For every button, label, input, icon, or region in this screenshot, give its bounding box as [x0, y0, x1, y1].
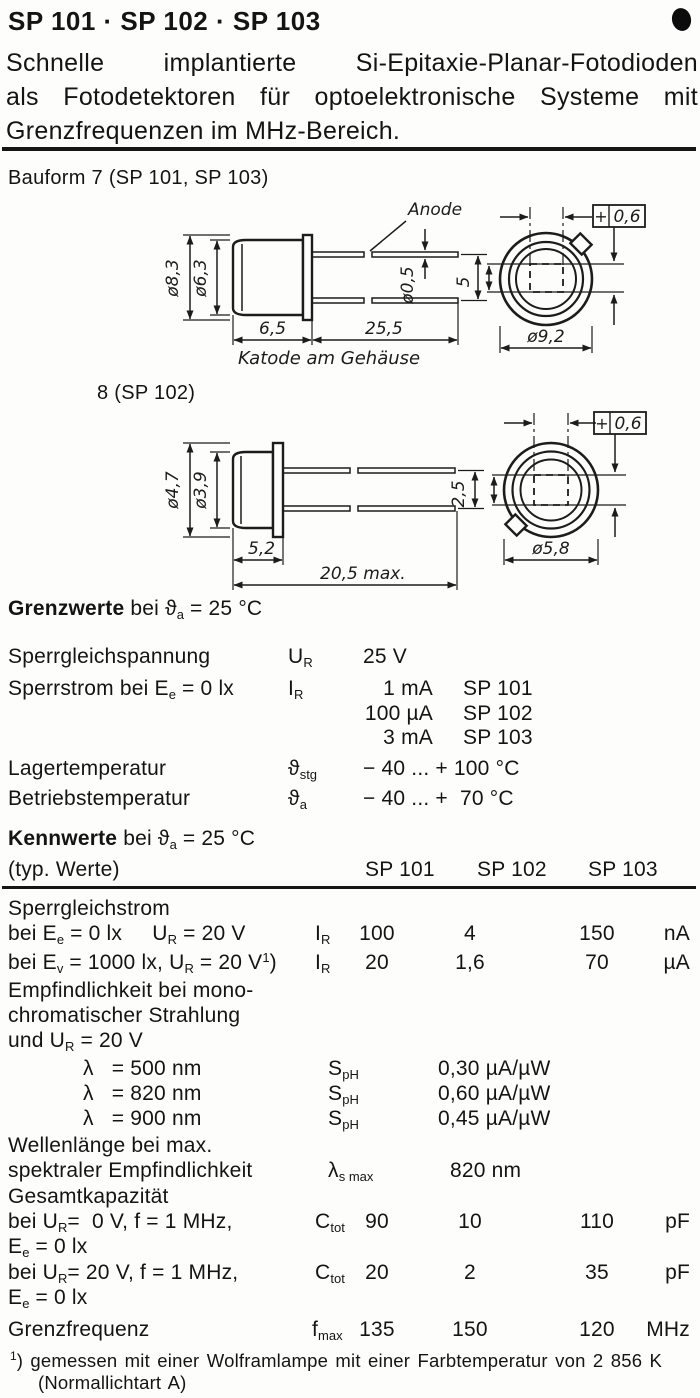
- footnote-line-1: $^1$) gemessen mit einer Wolframlampe mit einer Farbtemperatur von 2 856 K: [10, 1349, 663, 1371]
- column-header-sp102: SP 102: [477, 858, 547, 881]
- anode-label: Anode: [408, 200, 463, 220]
- row-cond-cap-0v: bei UR= 0 V, f = 1 MHz,: [8, 1210, 233, 1235]
- value-sp101: 20: [365, 951, 389, 974]
- value-sp101: 100: [359, 922, 395, 945]
- active-area: [534, 475, 568, 505]
- tolerance-sign: +: [594, 207, 608, 226]
- table-divider: [2, 886, 696, 889]
- limit-current-sp102: 100 µA: [364, 702, 433, 725]
- bauform8-heading: 8 (SP 102): [97, 382, 196, 404]
- footnote-line-2: (Normallichtart A): [38, 1372, 187, 1393]
- description-line-1: Schnelle implantierte Si-Epitaxie-Planar-Fotodioden: [6, 49, 698, 77]
- row-cond-cap-20v: bei UR= 20 V, f = 1 MHz,: [8, 1261, 239, 1286]
- limit-value-operating-temp: − 40 ... + 70 °C: [363, 787, 514, 810]
- symbol-ur: UR: [288, 645, 313, 670]
- header-divider: [2, 147, 696, 151]
- symbol-sph: SpH: [328, 1057, 359, 1082]
- value-sp102: 4: [464, 922, 476, 945]
- unit: pF: [665, 1210, 690, 1233]
- bauform7-heading: Bauform 7 (SP 101, SP 103): [8, 167, 269, 189]
- unit: MHz: [646, 1318, 690, 1341]
- index-tab: [570, 233, 591, 254]
- flange: [273, 443, 283, 537]
- typ-werte-label: (typ. Werte): [8, 858, 120, 881]
- row-cond-cap-0v-2: Ee = 0 lx: [8, 1235, 88, 1260]
- column-header-sp101: SP 101: [365, 858, 435, 881]
- symbol-ctot: Ctot: [315, 1261, 345, 1286]
- peak-wavelength-value: 820 nm: [450, 1159, 522, 1182]
- dim-lead-spacing: 2,5: [449, 480, 469, 508]
- sensitivity-820: 0,60 µA/µW: [438, 1082, 551, 1105]
- bauform7-drawing: [0, 193, 700, 378]
- row-title-sensitivity-1: Empfindlichkeit bei mono-: [8, 979, 254, 1002]
- symbol-sph: SpH: [328, 1082, 359, 1107]
- value-sp103: 35: [585, 1261, 609, 1284]
- value-sp102: 2: [464, 1261, 476, 1284]
- value-sp103: 110: [579, 1210, 615, 1233]
- row-title-peak-wavelength-1: Wellenlänge bei max.: [8, 1134, 213, 1157]
- cathode-lead: [312, 298, 364, 303]
- dim-outer-dia: ø8,3: [163, 259, 183, 297]
- value-sp101: 135: [359, 1318, 395, 1341]
- value-sp102: 150: [452, 1318, 488, 1341]
- symbol-fmax: fmax: [312, 1318, 343, 1343]
- diode-body-side: [233, 240, 303, 315]
- row-title-capacitance: Gesamtkapazität: [8, 1185, 169, 1208]
- limit-label-storage-temp: Lagertemperatur: [8, 757, 167, 780]
- wavelength-500: λ = 500 nm: [83, 1057, 202, 1080]
- limit-label-voltage: Sperrgleichspannung: [8, 645, 211, 668]
- tolerance-value: 0,6: [613, 207, 641, 227]
- sensitivity-900: 0,45 µA/µW: [438, 1107, 551, 1130]
- limit-label-current: Sperrstrom bei Ee = 0 lx: [8, 677, 235, 702]
- page-title: SP 101 · SP 102 · SP 103: [8, 6, 321, 36]
- device-sp102: SP 102: [463, 702, 533, 725]
- column-header-sp103: SP 103: [588, 858, 658, 881]
- unit: pF: [665, 1261, 690, 1284]
- symbol-sph: SpH: [328, 1107, 359, 1132]
- description-line-3: Grenzfrequenzen im MHz-Bereich.: [6, 117, 401, 145]
- dim-lead-length: 25,5: [365, 319, 403, 339]
- dim-total-length: 20,5 max.: [320, 564, 406, 584]
- characteristics-heading: Kennwerte bei ϑa = 25 °C: [8, 827, 256, 852]
- unit: µA: [663, 951, 690, 974]
- corner-dot: [670, 6, 693, 32]
- dim-body-length: 6,5: [259, 319, 287, 339]
- lead-top: [283, 468, 350, 473]
- dim-lead-dia: ø0,5: [398, 266, 418, 304]
- value-sp102: 10: [458, 1210, 482, 1233]
- wavelength-820: λ = 820 nm: [83, 1082, 202, 1105]
- limit-current-sp101: 1 mA: [383, 677, 433, 700]
- tolerance-value: 0,6: [614, 414, 642, 434]
- anode-lead: [312, 252, 364, 257]
- limit-label-operating-temp: Betriebstemperatur: [8, 787, 191, 810]
- dim-outer-dia: ø4,7: [163, 471, 183, 509]
- limit-value-storage-temp: − 40 ... + 100 °C: [363, 757, 520, 780]
- tolerance-sign: +: [595, 414, 609, 433]
- sensitivity-500: 0,30 µA/µW: [438, 1057, 551, 1080]
- wavelength-900: λ = 900 nm: [83, 1107, 202, 1130]
- value-sp103: 120: [579, 1318, 615, 1341]
- value-sp102: 1,6: [455, 951, 485, 974]
- row-cond-dark: bei Ee = 0 lx UR = 20 V: [8, 922, 246, 947]
- dim-front-dia: ø5,8: [532, 539, 570, 559]
- bauform8-drawing: [0, 393, 700, 598]
- active-area: [530, 264, 563, 292]
- dim-lead-spacing: 5: [454, 276, 474, 288]
- cathode-note: Katode am Gehäuse: [238, 348, 421, 369]
- dim-inner-dia: ø6,3: [191, 259, 211, 297]
- diode-body-side: [233, 452, 273, 528]
- value-sp101: 90: [365, 1210, 389, 1233]
- value-sp101: 20: [365, 1261, 389, 1284]
- lead-bottom: [283, 506, 350, 511]
- row-title-peak-wavelength-2: spektraler Empfindlichkeit: [8, 1159, 253, 1182]
- row-cond-cap-20v-2: Ee = 0 lx: [8, 1286, 88, 1311]
- row-title-reverse-current: Sperrgleichstrom: [8, 897, 170, 920]
- limits-heading: Grenzwerte bei ϑa = 25 °C: [8, 597, 263, 622]
- symbol-lambda-smax: λs max: [328, 1159, 374, 1184]
- symbol-theta-stg: ϑstg: [288, 757, 318, 782]
- device-sp101: SP 101: [463, 677, 533, 700]
- symbol-theta-a: ϑa: [288, 787, 307, 812]
- row-title-sensitivity-3: und UR = 20 V: [8, 1029, 143, 1054]
- symbol-ir: IR: [315, 951, 331, 976]
- value-sp103: 70: [585, 951, 609, 974]
- device-sp103: SP 103: [463, 726, 533, 749]
- row-title-sensitivity-2: chromatischer Strahlung: [8, 1004, 241, 1027]
- flange: [303, 235, 312, 320]
- limit-current-sp103: 3 mA: [383, 726, 433, 749]
- row-title-cutoff-frequency: Grenzfrequenz: [8, 1318, 150, 1341]
- symbol-ir: IR: [315, 922, 331, 947]
- dim-front-dia: ø9,2: [527, 327, 565, 347]
- dim-inner-dia: ø3,9: [191, 471, 211, 509]
- unit: nA: [663, 922, 690, 945]
- row-cond-light: bei Ev = 1000 lx, UR = 20 $V^1$): [8, 950, 277, 976]
- limit-value-voltage: 25 V: [363, 645, 407, 668]
- symbol-ir: IR: [288, 677, 304, 702]
- symbol-ctot: Ctot: [315, 1210, 345, 1235]
- description-line-2: als Fotodetektoren für optoelektronische Systeme mit: [6, 83, 698, 111]
- dim-body-length: 5,2: [248, 539, 276, 559]
- value-sp103: 150: [579, 922, 615, 945]
